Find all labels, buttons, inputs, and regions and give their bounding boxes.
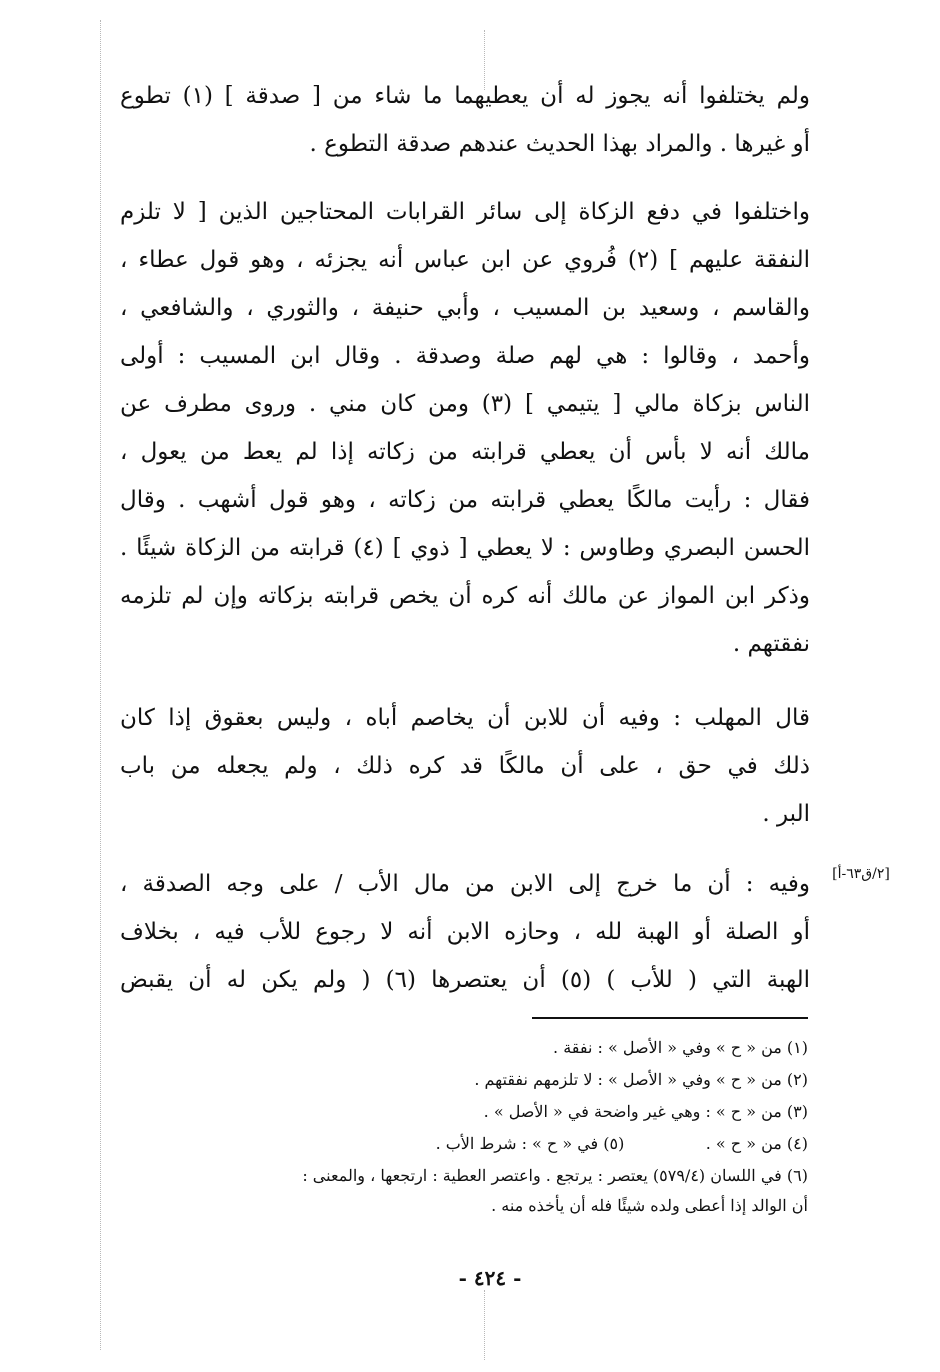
- text-line: والقاسم ، وسعيد بن المسيب ، وأبي حنيفة ، والثوري ، والشافعي ،: [120, 295, 810, 321]
- scan-guide-line-center-bottom: [484, 1290, 485, 1360]
- footnote: (١) من « ح » وفي « الأصل » : نفقة .: [553, 1038, 808, 1057]
- text-line: واختلفوا في دفع الزكاة إلى سائر القرابات المحتاجين الذين [ لا تلزم: [120, 199, 810, 225]
- text-line: الحسن البصري وطاوس : لا يعطي [ ذوي ] (٤) قرابته من الزكاة شيئًا .: [120, 535, 810, 561]
- text-line: وأحمد ، وقالوا : هي لهم صلة وصدقة . وقال ابن المسيب : أولى: [120, 343, 810, 369]
- footnote: (٢) من « ح » وفي « الأصل » : لا تلزمهم نفقتهم .: [474, 1070, 808, 1089]
- page-number: - ٤٢٤ -: [458, 1266, 522, 1290]
- footnote: (٣) من « ح » : وهي غير واضحة في « الأصل » .: [483, 1102, 808, 1121]
- text-line: البر .: [762, 801, 810, 827]
- text-line: أو الصلة أو الهبة لله ، وحازه الابن أنه لا رجوع للأب فيه ، بخلاف: [120, 919, 810, 945]
- text-line: الناس بزكاة مالي [ يتيمي ] (٣) ومن كان مني . وروى مطرف عن: [120, 391, 810, 417]
- body-text: [120, 76, 810, 1016]
- text-line: مالك أنه لا بأس أن يعطي قرابته من زكاته إذا لم يعط من يعول ،: [120, 439, 810, 465]
- footnote: (٤) من « ح » . (٥) في « ح » : شرط الأب .: [435, 1134, 808, 1153]
- text-line: فقال : رأيت مالكًا يعطي قرابته من زكاته ، وهو قول أشهب . وقال: [120, 487, 810, 513]
- text-line: نفقتهم .: [732, 631, 810, 657]
- manuscript-folio-reference: [٢/ق٦٣-أ]: [832, 866, 890, 882]
- text-line: النفقة عليهم ] (٢) فُروي عن ابن عباس أنه يجزئه ، وهو قول عطاء ،: [120, 247, 810, 273]
- footnote-separator-rule: [532, 1017, 808, 1019]
- text-line: الهبة التي ( للأب ) (٥) أن يعتصرها (٦) ( ولم يكن له أن يقبض: [120, 967, 810, 993]
- text-line: وذكر ابن المواز عن مالك أنه كره أن يخص قرابته بزكاته وإن لم تلزمه: [120, 583, 810, 609]
- text-line: أو غيرها . والمراد بهذا الحديث عندهم صدقة التطوع .: [309, 131, 810, 157]
- footnote: (٦) في اللسان (٥٧٩/٤) يعتصر : يرتجع . واعتصر العطية : ارتجعها ، والمعنى :: [302, 1166, 808, 1185]
- scan-guide-line-left: [100, 20, 101, 1350]
- text-line: قال المهلب : وفيه أن للابن أن يخاصم أباه ، وليس بعقوق إذا كان: [120, 705, 810, 731]
- text-line: ذلك في حق ، على أن مالكًا قد كره ذلك ، ولم يجعله من باب: [120, 753, 810, 779]
- text-line: ولم يختلفوا أنه يجوز له أن يعطيهما ما شاء من [ صدقة ] (١) تطوع: [120, 83, 810, 109]
- text-line: وفيه : أن ما خرج إلى الابن من مال الأب / على وجه الصدقة ،: [120, 871, 810, 897]
- footnote-continuation: أن الوالد إذا أعطى ولده شيئًا فله أن يأخذه منه .: [491, 1196, 808, 1215]
